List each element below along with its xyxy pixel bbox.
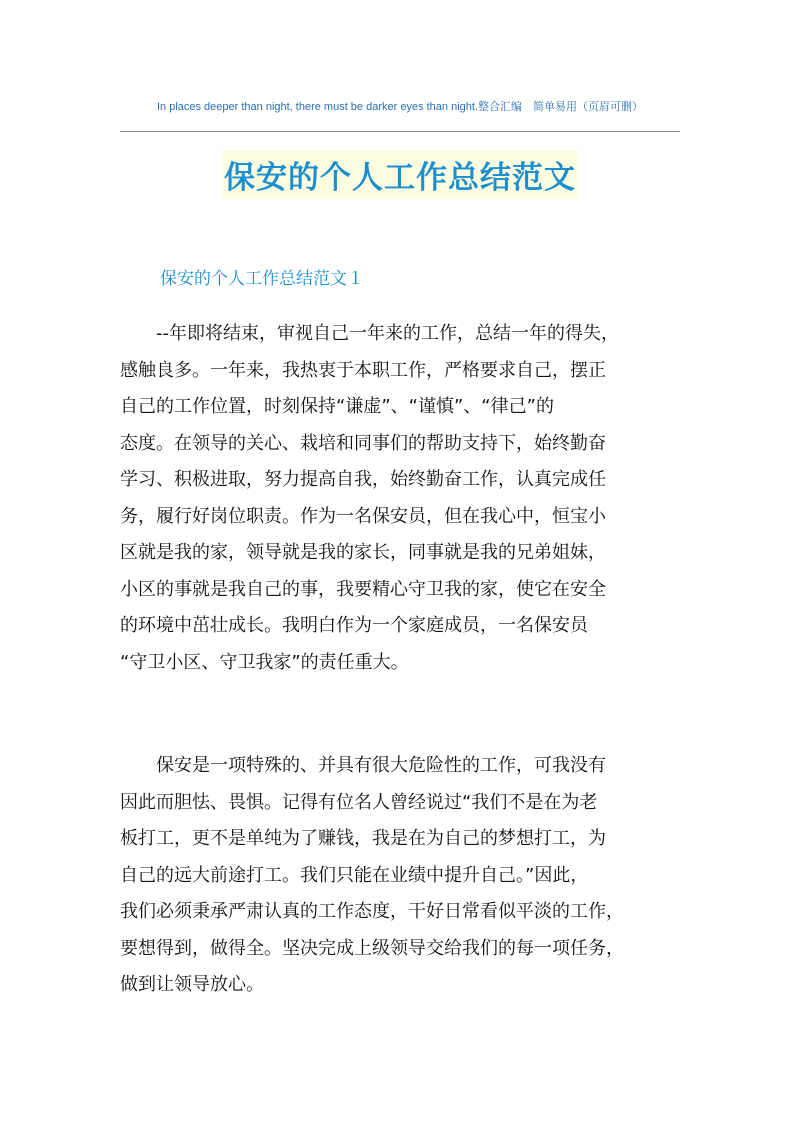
paragraph-line: 保安是一项特殊的、并具有很大危险性的工作，可我没有 (120, 755, 606, 776)
paragraph-line: --年即将结束，审视自己一年来的工作，总结一年的得失， (120, 323, 619, 344)
paragraph-line: 板打工，更不是单纯为了赚钱，我是在为自己的梦想打工，为 (120, 828, 606, 849)
paragraph-line: 自己的远大前途打工。我们只能在业绩中提升自己。”因此， (120, 864, 589, 886)
document-title: 保安的个人工作总结范文 (222, 150, 578, 199)
paragraph-line: “守卫小区、守卫我家”的责任重大。 (120, 651, 409, 673)
header-divider (120, 131, 680, 132)
paragraph-line: 小区的事就是我自己的事，我要精心守卫我的家，使它在安全 (120, 578, 606, 600)
page-header: In places deeper than night, there must be darker eyes than night.整合汇编 简单易用（页眉可删） (156, 101, 644, 113)
paragraph-1 (120, 316, 680, 681)
paragraph-line: 态度。在领导的关心、栽培和同事们的帮助支持下，始终勤奋 (120, 432, 606, 454)
paragraph-line: 因此而胆怯、畏惧。记得有位名人曾经说过“我们不是在为老 (120, 791, 598, 813)
paragraph-line: 的环境中茁壮成长。我明白作为一个家庭成员，一名保安员 (120, 615, 588, 636)
paragraph-line: 区就是我的家，领导就是我的家长，同事就是我的兄弟姐妹， (120, 542, 606, 563)
paragraph-line: 做到让领导放心。 (120, 974, 264, 995)
document-title-wrap (0, 150, 800, 199)
paragraph-line: 学习、积极进取，努力提高自我，始终勤奋工作，认真完成任 (120, 469, 606, 490)
paragraph-line: 自己的工作位置，时刻保持“谦虚”、“谨慎”、“律己”的 (120, 396, 554, 417)
section-title: 保安的个人工作总结范文１ (160, 269, 364, 289)
paragraph-line: 务，履行好岗位职责。作为一名保安员，但在我心中，恒宝小 (120, 505, 606, 527)
paragraph-line: 要想得到，做得全。坚决完成上级领导交给我们的每一项任务， (120, 937, 624, 959)
paragraph-2 (120, 748, 680, 1004)
paragraph-line: 感触良多。一年来，我热衷于本职工作，严格要求自己，摆正 (120, 359, 606, 381)
paragraph-line: 我们必须秉承严肃认真的工作态度，干好日常看似平淡的工作， (120, 901, 624, 922)
